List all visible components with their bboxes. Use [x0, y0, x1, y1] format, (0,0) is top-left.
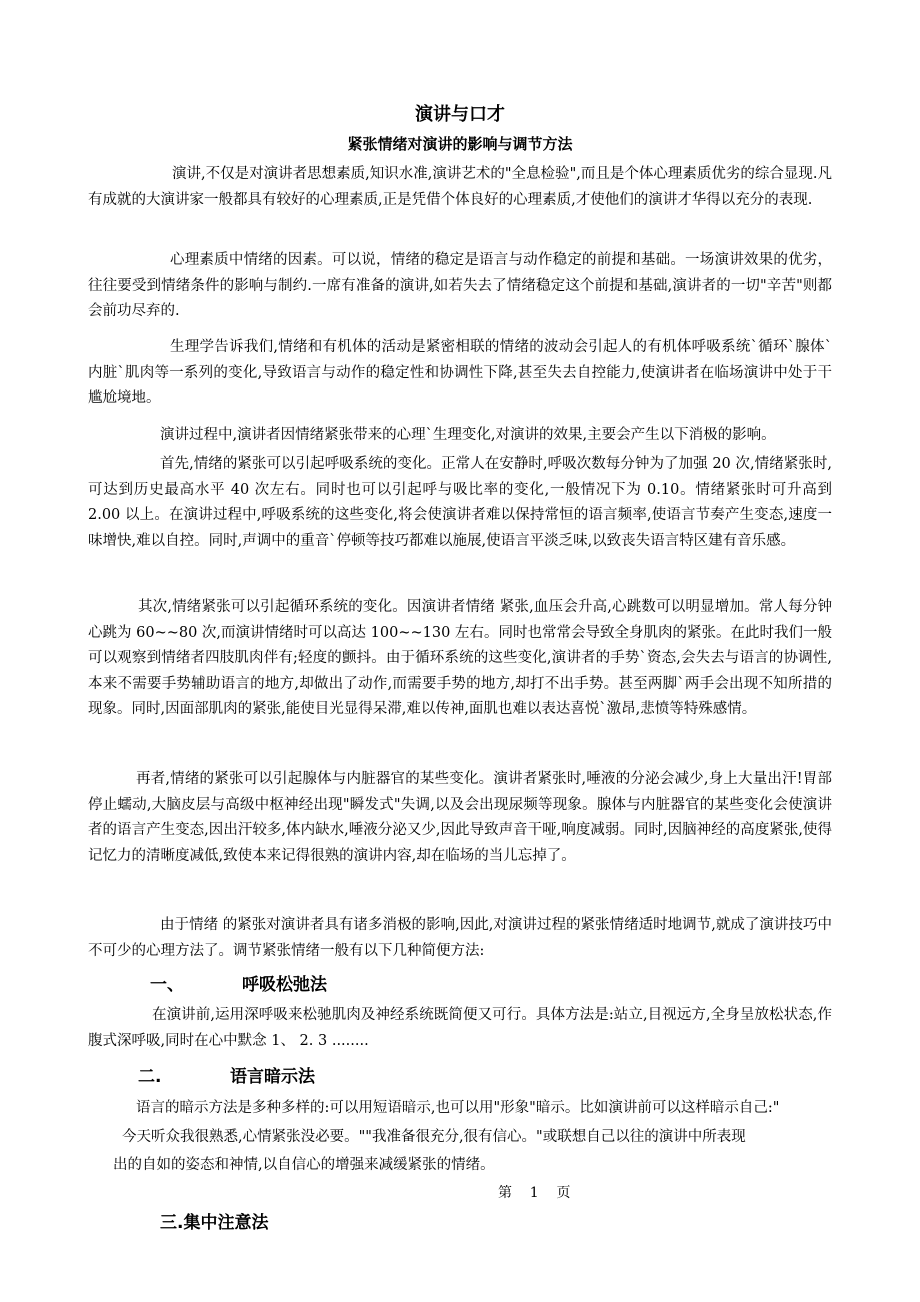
section-label-1: 呼吸松弛法 — [242, 975, 327, 995]
paragraph-6: 其次,情绪紧张可以引起循环系统的变化。因演讲者情绪 紧张,血压会升高,心跳数可以明显增加。常人每分钟心跳为 60~~80 次,而演讲情绪时可以高达 100~~130 左右。同时也常常会导致全身肌肉的紧张。在此时我们一般可以观察到情绪者四肢肌肉伴有;轻度的颤抖。由于循环系统的这些变化,演讲者的手势`资态,会失去与语言的协调性,本来不需要手势辅助语言的地方,却做出了动作,而需要手势的地方,却打不出手势。甚至两脚`两手会出现不知所措的现象。同时,因面部肌肉的紧张,能使目光显得呆滞,难以传神,面肌也难以表达喜悦`激昂,悲愤等特殊感情。 — [88, 599, 832, 718]
page-number-footer: 第 1 页 — [498, 1185, 571, 1201]
section-2-line-3: 出的自如的姿态和神情,以自信心的增强来减缓紧张的情绪。 — [113, 1157, 495, 1173]
section-number-1: 一、 — [150, 975, 184, 995]
section-2-line-1: 语言的暗示方法是多种多样的:可以用短语暗示,也可以用"形象"暗示。比如演讲前可以这样暗示自己:" — [136, 1100, 780, 1116]
document-subtitle: 紧张情绪对演讲的影响与调节方法 — [347, 135, 573, 153]
paragraph-4: 演讲过程中,演讲者因情绪紧张带来的心理`生理变化,对演讲的效果,主要会产生以下消极的影响。 — [160, 427, 776, 443]
section-number-2: 二. — [138, 1067, 162, 1087]
section-label-3: 集中注意法 — [183, 1213, 269, 1233]
paragraph-3: 生理学告诉我们,情绪和有机体的活动是紧密相联的情绪的波动会引起人的有机体呼吸系统`循环`腺体`内脏`肌肉等一系列的变化,导致语言与动作的稳定性和协调性下降,甚至失去自控能力,使演讲者在临场演讲中处于干尴尬境地。 — [88, 339, 832, 407]
section-2-line-2: 今天听众我很熟悉,心情紧张没必要。""我准备很充分,很有信心。"或联想自己以往的演讲中所表现 — [122, 1129, 746, 1145]
section-heading-3 — [160, 1208, 268, 1233]
section-1-body: 在演讲前,运用深呼吸来松驰肌肉及神经系统既简便又可行。具体方法是:站立,目视远方,全身呈放松状态,作腹式深呼吸,同时在心中默念 1、 2. 3 ........ — [88, 1007, 832, 1049]
paragraph-1: 演讲,不仅是对演讲者思想素质,知识水准,演讲艺术的"全息检验",而且是个体心理素质优劣的综合显现.凡有成就的大演讲家一般都具有较好的心理素质,正是凭借个体良好的心理素质,才使他们的演讲才华得以充分的表现. — [88, 166, 832, 208]
paragraph-5: 首先,情绪的紧张可以引起呼吸系统的变化。正常人在安静时,呼吸次数每分钟为了加强 20 次,情绪紧张时,可达到历史最高水平 40 次左右。同时也可以引起呼与吸比率的变化,一般情况下为 0.10。情绪紧张时可升高到 2.00 以上。在演讲过程中,呼吸系统的这些变化,将会使演讲者难以保持常恒的语言频率,使语言节奏产生变态,速度一味增快,难以自控。同时,声调中的重音`停顿等技巧都难以施展,使语言平淡乏味,以致丧失语言特区建有音乐感。 — [88, 456, 832, 549]
paragraph-2: 心理素质中情绪的因素。可以说，情绪的稳定是语言与动作稳定的前提和基础。一场演讲效果的优劣，往往要受到情绪条件的影响与制约.一席有准备的演讲,如若失去了情绪稳定这个前提和基础,演讲者的一切"辛苦"则都会前功尽弃的. — [88, 252, 832, 320]
document-title: 演讲与口才 — [415, 104, 505, 125]
paragraph-8: 由于情绪 的紧张对演讲者具有诸多消极的影响,因此,对演讲过程的紧张情绪适时地调节,就成了演讲技巧中不可少的心理方法了。调节紧张情绪一般有以下几种简便方法: — [88, 917, 832, 959]
paragraph-7: 再者,情绪的紧张可以引起腺体与内脏器官的某些变化。演讲者紧张时,唾液的分泌会减少,身上大量出汗!胃部停止蠕动,大脑皮层与高级中枢神经出现"瞬发式"失调,以及会出现尿频等现象。腺体与内脏器官的某些变化会使演讲者的语言产生变态,因出汗较多,体内缺水,唾液分泌又少,因此导致声音干哑,响度减弱。同时,因脑神经的高度紧张,使得记忆力的清晰度减低,致使本来记得很熟的演讲内容,却在临场的当儿忘掉了。 — [88, 771, 832, 864]
section-heading-1 — [150, 970, 327, 995]
section-label-2: 语言暗示法 — [230, 1067, 315, 1087]
section-heading-2 — [138, 1062, 315, 1087]
section-number-3: 三. — [160, 1213, 184, 1233]
